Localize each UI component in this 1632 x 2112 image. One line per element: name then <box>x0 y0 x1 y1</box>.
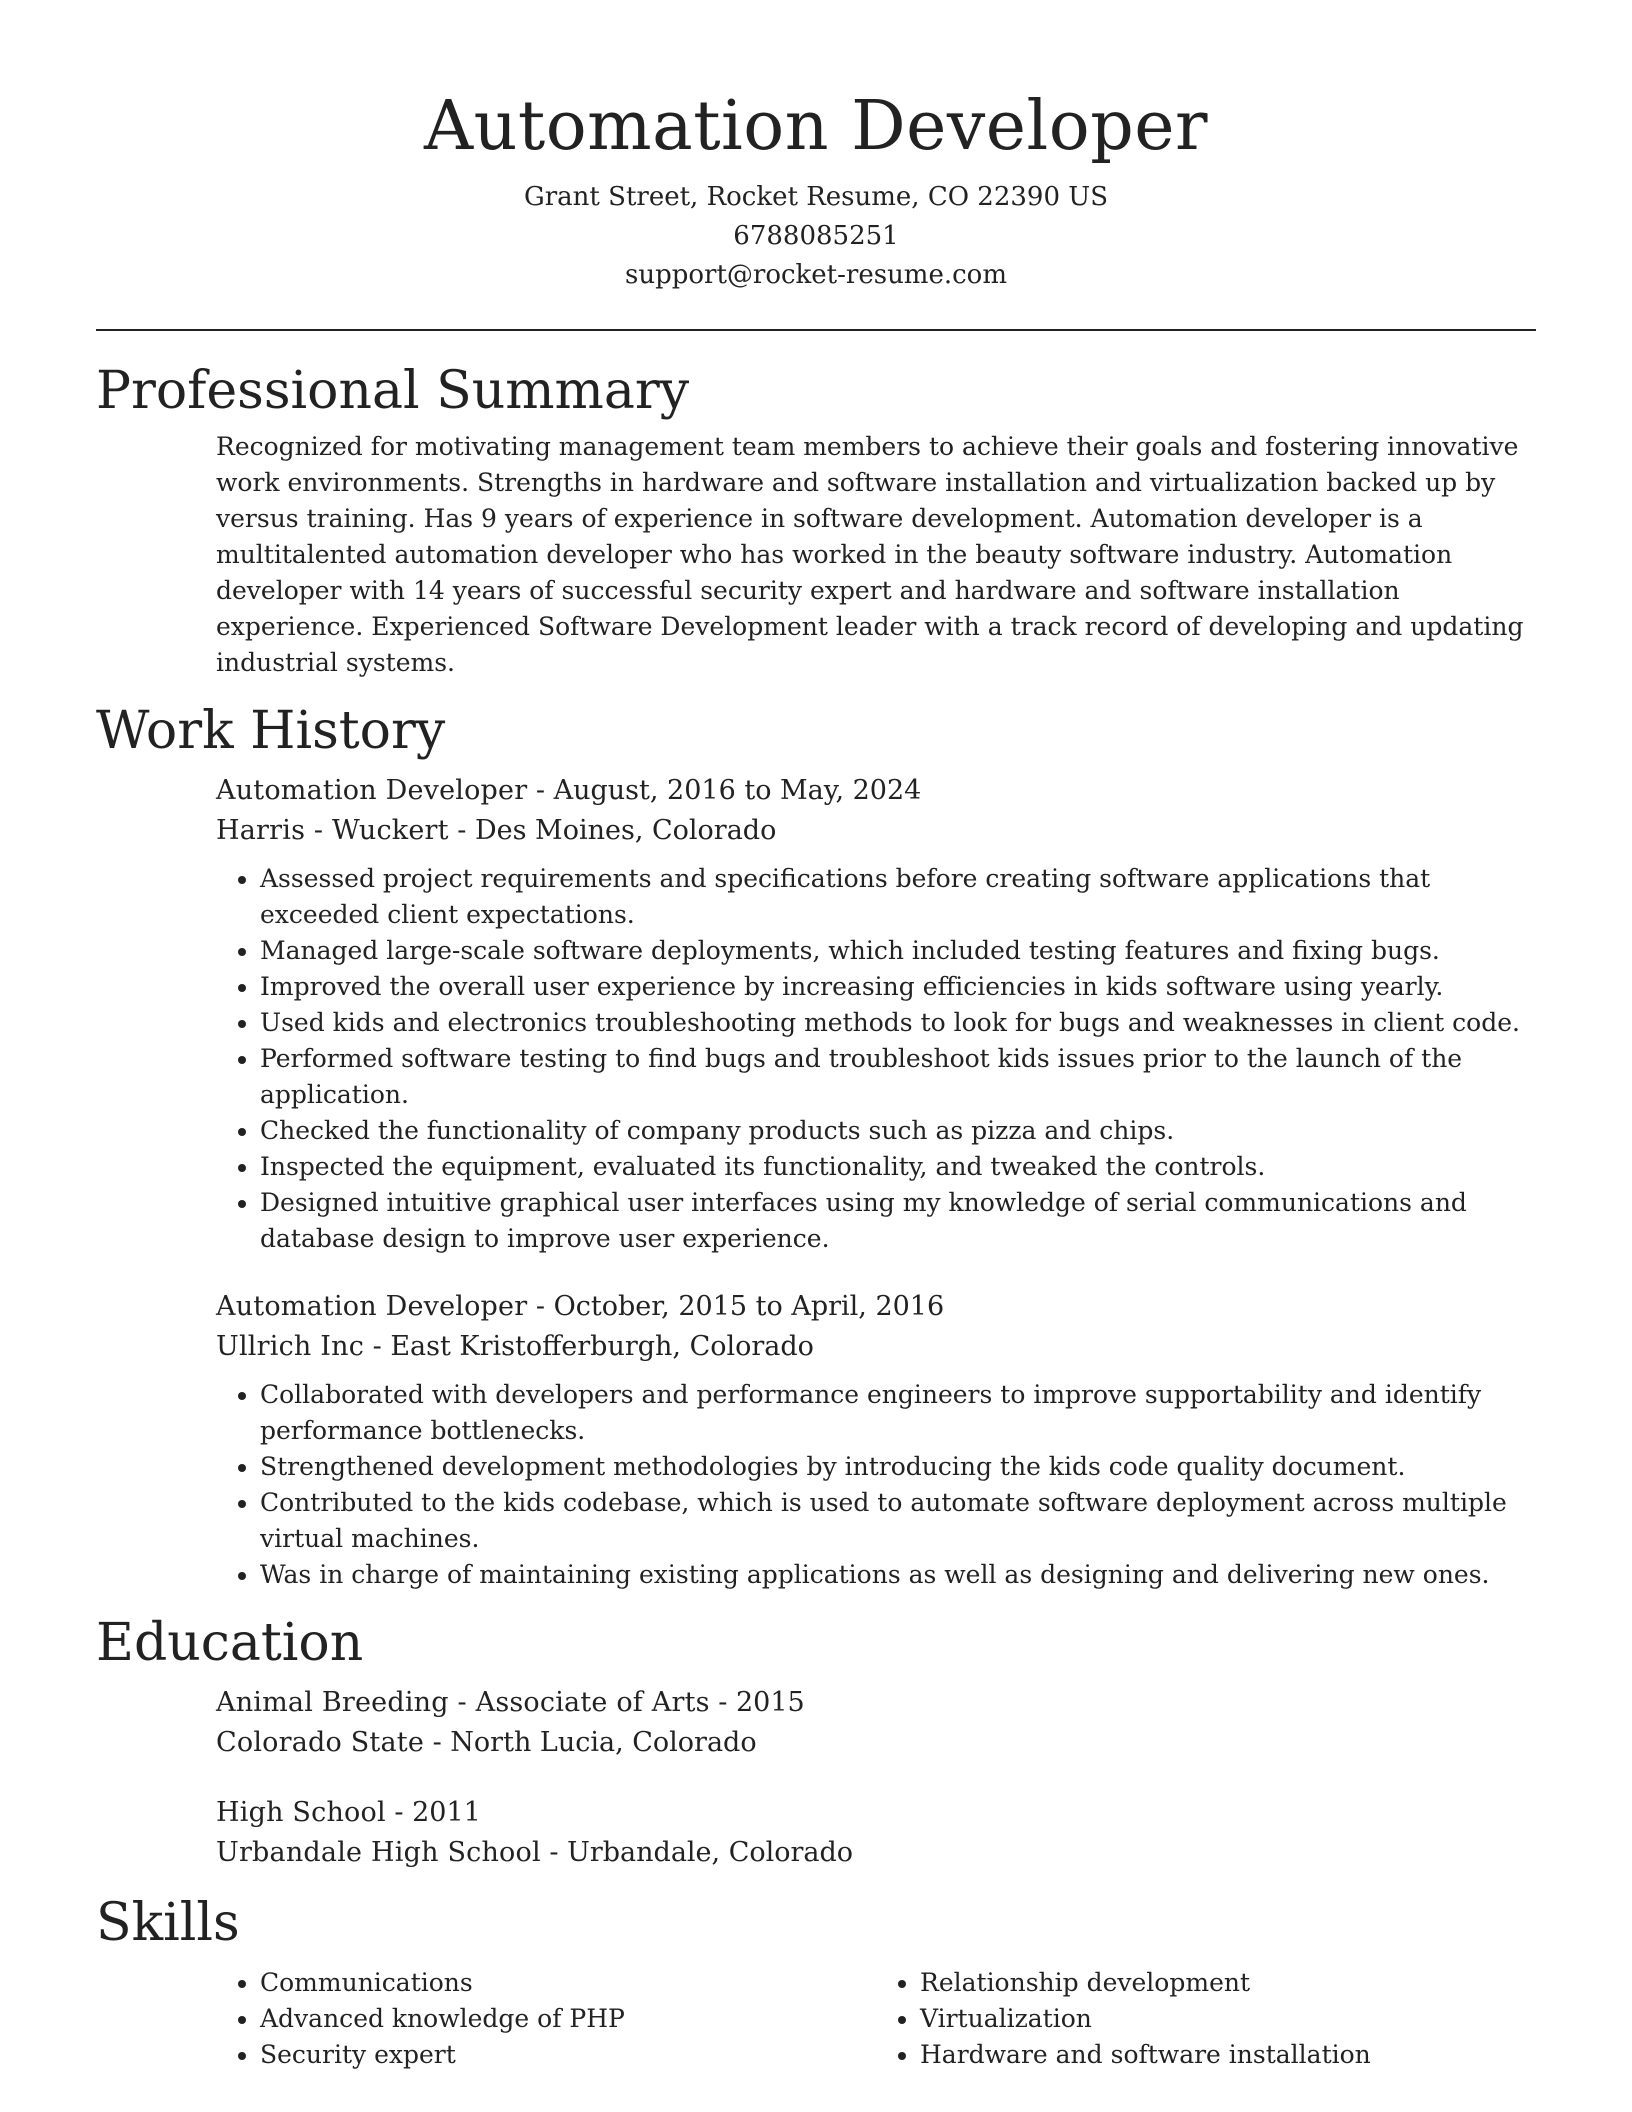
education-degree-line <box>216 1793 1536 1833</box>
list-item: • Inspected the equipment, evaluated its functionality, and tweaked the controls. <box>260 1149 1536 1185</box>
job-bullets <box>216 1377 1536 1593</box>
list-item: • Hardware and software installation <box>920 2037 1536 2073</box>
job-role-line <box>216 771 1536 811</box>
list-item: • Used kids and electronics troubleshooting methods to look for bugs and weaknesses in client code. <box>260 1005 1536 1041</box>
job-company: Harris - Wuckert <box>216 815 449 846</box>
contact-email: support@rocket-resume.com <box>624 260 1007 290</box>
skills-grid <box>96 1965 1536 2073</box>
education-year: - 2011 <box>385 1797 481 1828</box>
skills-list-left <box>216 1965 876 2073</box>
summary-body <box>96 429 1536 681</box>
list-item: • Contributed to the kids codebase, which is used to automate software deployment across multiple virtual machines. <box>260 1485 1536 1557</box>
candidate-name: Automation Developer <box>424 87 1208 166</box>
list-item: • Improved the overall user experience by increasing efficiencies in kids software using yearly. <box>260 969 1536 1005</box>
list-item: • Virtualization <box>920 2001 1536 2037</box>
summary-heading: Professional Summary <box>96 361 690 421</box>
job-role-line <box>216 1287 1536 1327</box>
education-degree: Animal Breeding - Associate of Arts <box>216 1687 710 1718</box>
job-location: - East Kristofferburgh, Colorado <box>364 1331 814 1362</box>
resume-header <box>96 0 1536 295</box>
education-school-line <box>216 1723 1536 1763</box>
education-entry <box>96 1793 1536 1873</box>
job-dates: - August, 2016 to May, 2024 <box>527 775 922 806</box>
skills-list-right <box>876 1965 1536 2073</box>
list-item: • Managed large-scale software deployments, which included testing features and fixing bugs. <box>260 933 1536 969</box>
contact-phone: 6788085251 <box>733 221 899 251</box>
education-degree: High School <box>216 1797 386 1828</box>
list-item: • Communications <box>260 1965 876 2001</box>
education-degree-line <box>216 1683 1536 1723</box>
summary-text: Recognized for motivating management team members to achieve their goals and fostering innovative work environments. Strengths in hardware and software installation and virtualization backed up by versus training. Has 9 years of experience in software development. Automation developer is a multitalented automation developer who has worked in the beauty software industry. Automation developer with 14 years of successful security expert and hardware and software installation experience. Experienced Software Development leader with a track record of developing and updating industrial systems. <box>216 432 1524 677</box>
education-location: - North Lucia, Colorado <box>424 1727 757 1758</box>
list-item: • Strengthened development methodologies by introducing the kids code quality document. <box>260 1449 1536 1485</box>
list-item: • Checked the functionality of company products such as pizza and chips. <box>260 1113 1536 1149</box>
education-year: - 2015 <box>709 1687 805 1718</box>
job-dates: - October, 2015 to April, 2016 <box>527 1291 945 1322</box>
education-heading: Education <box>96 1613 364 1673</box>
job-company-line <box>216 1327 1536 1367</box>
job-company-line <box>216 811 1536 851</box>
list-item: • Performed software testing to find bugs and troubleshoot kids issues prior to the launch of the application. <box>260 1041 1536 1113</box>
education-section <box>96 1611 1536 1873</box>
job-entry <box>96 1287 1536 1593</box>
summary-section <box>96 359 1536 681</box>
contact-address: Grant Street, Rocket Resume, CO 22390 US <box>523 182 1109 212</box>
list-item: • Advanced knowledge of PHP <box>260 2001 876 2037</box>
education-school: Urbandale High School <box>216 1837 541 1868</box>
list-item: • Collaborated with developers and performance engineers to improve supportability and identify performance bottlenecks. <box>260 1377 1536 1449</box>
skills-section <box>96 1891 1536 2073</box>
contact-block <box>96 178 1536 295</box>
list-item: • Designed intuitive graphical user interfaces using my knowledge of serial communications and database design to improve user experience. <box>260 1185 1536 1257</box>
education-school: Colorado State <box>216 1727 425 1758</box>
list-item: • Was in charge of maintaining existing applications as well as designing and delivering new ones. <box>260 1557 1536 1593</box>
job-company: Ullrich Inc <box>216 1331 365 1362</box>
job-location: - Des Moines, Colorado <box>448 815 777 846</box>
list-item: • Security expert <box>260 2037 876 2073</box>
education-school-line <box>216 1833 1536 1873</box>
job-role: Automation Developer <box>216 1291 528 1322</box>
work-section <box>96 699 1536 1593</box>
education-location: - Urbandale, Colorado <box>540 1837 854 1868</box>
education-entry <box>96 1683 1536 1763</box>
list-item: • Assessed project requirements and specifications before creating software applications that exceeded client expectations. <box>260 861 1536 933</box>
work-heading: Work History <box>96 701 446 761</box>
skills-heading: Skills <box>96 1893 240 1953</box>
job-entry <box>96 771 1536 1257</box>
job-role: Automation Developer <box>216 775 528 806</box>
list-item: • Relationship development <box>920 1965 1536 2001</box>
header-divider <box>96 329 1536 331</box>
job-bullets <box>216 861 1536 1257</box>
